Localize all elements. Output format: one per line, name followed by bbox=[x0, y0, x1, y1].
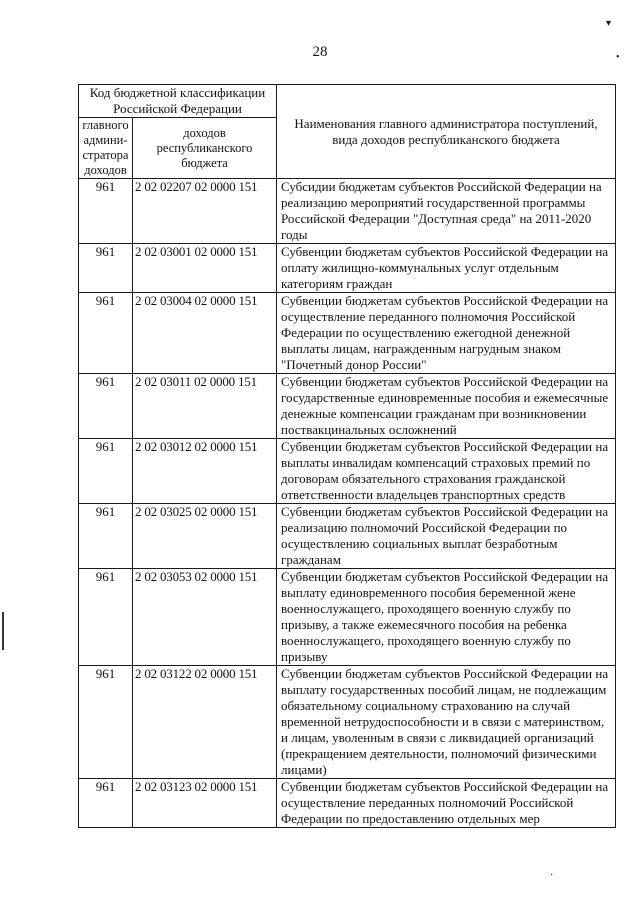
revenue-name-cell: Субвенции бюджетам субъектов Российской Федерации на реализацию полномочий Российской Федерации по осуществлению социальных выплат безработным гражданам bbox=[277, 504, 616, 569]
revenue-code-cell: 2 02 03122 02 0000 151 bbox=[133, 666, 277, 779]
revenue-name-cell: Субвенции бюджетам субъектов Российской Федерации на выплату единовременного пособия беременной жене военнослужащего, проходящего военную службу по призыву, а также ежемесячного пособия на ребенка военнослужащего, проходящего военную службу по призыву bbox=[277, 569, 616, 666]
revenue-code-cell: 2 02 03001 02 0000 151 bbox=[133, 244, 277, 293]
admin-code-cell: 961 bbox=[79, 504, 133, 569]
revenue-name-cell: Субвенции бюджетам субъектов Российской Федерации на осуществление переданных полномочий Российской Федерации по предоставлению отдельных мер bbox=[277, 779, 616, 828]
scan-mark-left-edge bbox=[2, 612, 4, 650]
revenue-code-cell: 2 02 03004 02 0000 151 bbox=[133, 293, 277, 374]
admin-code-cell: 961 bbox=[79, 666, 133, 779]
revenue-name-cell: Субвенции бюджетам субъектов Российской Федерации на выплаты инвалидам компенсаций страховых премий по договорам обязательного страхования гражданской ответственности владельцев транспортных средств bbox=[277, 439, 616, 504]
revenue-name-cell: Субвенции бюджетам субъектов Российской Федерации на осуществление переданного полномочия Российской Федерации по осуществлению ежегодной денежной выплаты лицам, награжденным нагрудным знаком "Почетный донор России" bbox=[277, 293, 616, 374]
budget-classification-table bbox=[78, 84, 616, 828]
revenue-name-cell: Субсидии бюджетам субъектов Российской Федерации на реализацию мероприятий государственной программы Российской Федерации "Доступная среда" на 2011-2020 годы bbox=[277, 179, 616, 244]
scan-mark-top-right-dot: • bbox=[616, 52, 620, 63]
scan-mark-top-right: ▾ bbox=[606, 18, 612, 29]
revenue-name-cell: Субвенции бюджетам субъектов Российской Федерации на государственные единовременные пособия и ежемесячные денежные компенсации гражданам при возникновении поствакцинальных осложнений bbox=[277, 374, 616, 439]
revenue-code-cell: 2 02 03053 02 0000 151 bbox=[133, 569, 277, 666]
page-number: 28 bbox=[312, 44, 328, 60]
revenue-code-cell: 2 02 03012 02 0000 151 bbox=[133, 439, 277, 504]
admin-code-cell: 961 bbox=[79, 439, 133, 504]
revenue-code-cell: 2 02 03025 02 0000 151 bbox=[133, 504, 277, 569]
revenue-code-cell: 2 02 02207 02 0000 151 bbox=[133, 179, 277, 244]
admin-code-cell: 961 bbox=[79, 374, 133, 439]
table-row bbox=[79, 439, 616, 504]
table-row bbox=[79, 244, 616, 293]
table-row bbox=[79, 779, 616, 828]
table-row bbox=[79, 179, 616, 244]
table-row bbox=[79, 569, 616, 666]
header-revenue-column: доходов республиканского бюджета bbox=[133, 118, 277, 179]
admin-code-cell: 961 bbox=[79, 244, 133, 293]
scan-mark-bottom: · bbox=[550, 870, 554, 881]
table-row bbox=[79, 293, 616, 374]
table-row bbox=[79, 504, 616, 569]
table-row bbox=[79, 666, 616, 779]
revenue-name-cell: Субвенции бюджетам субъектов Российской Федерации на выплату государственных пособий лицам, не подлежащим обязательному социальному страхованию на случай временной нетрудоспособности и в связи с материнством, и лицам, уволенным в связи с ликвидацией организаций (прекращением деятельности, полномочий физическими лицами) bbox=[277, 666, 616, 779]
header-admin-column: главного админи-стратора доходов bbox=[79, 118, 133, 179]
header-code-group: Код бюджетной классификации Российской Федерации bbox=[79, 85, 277, 118]
table-header-row bbox=[79, 85, 616, 118]
revenue-name-cell: Субвенции бюджетам субъектов Российской Федерации на оплату жилищно-коммунальных услуг отдельным категориям граждан bbox=[277, 244, 616, 293]
header-name-column: Наименования главного администратора поступлений, вида доходов республиканского бюджета bbox=[277, 85, 616, 179]
admin-code-cell: 961 bbox=[79, 179, 133, 244]
admin-code-cell: 961 bbox=[79, 293, 133, 374]
admin-code-cell: 961 bbox=[79, 569, 133, 666]
table-row bbox=[79, 374, 616, 439]
revenue-code-cell: 2 02 03123 02 0000 151 bbox=[133, 779, 277, 828]
admin-code-cell: 961 bbox=[79, 779, 133, 828]
revenue-code-cell: 2 02 03011 02 0000 151 bbox=[133, 374, 277, 439]
